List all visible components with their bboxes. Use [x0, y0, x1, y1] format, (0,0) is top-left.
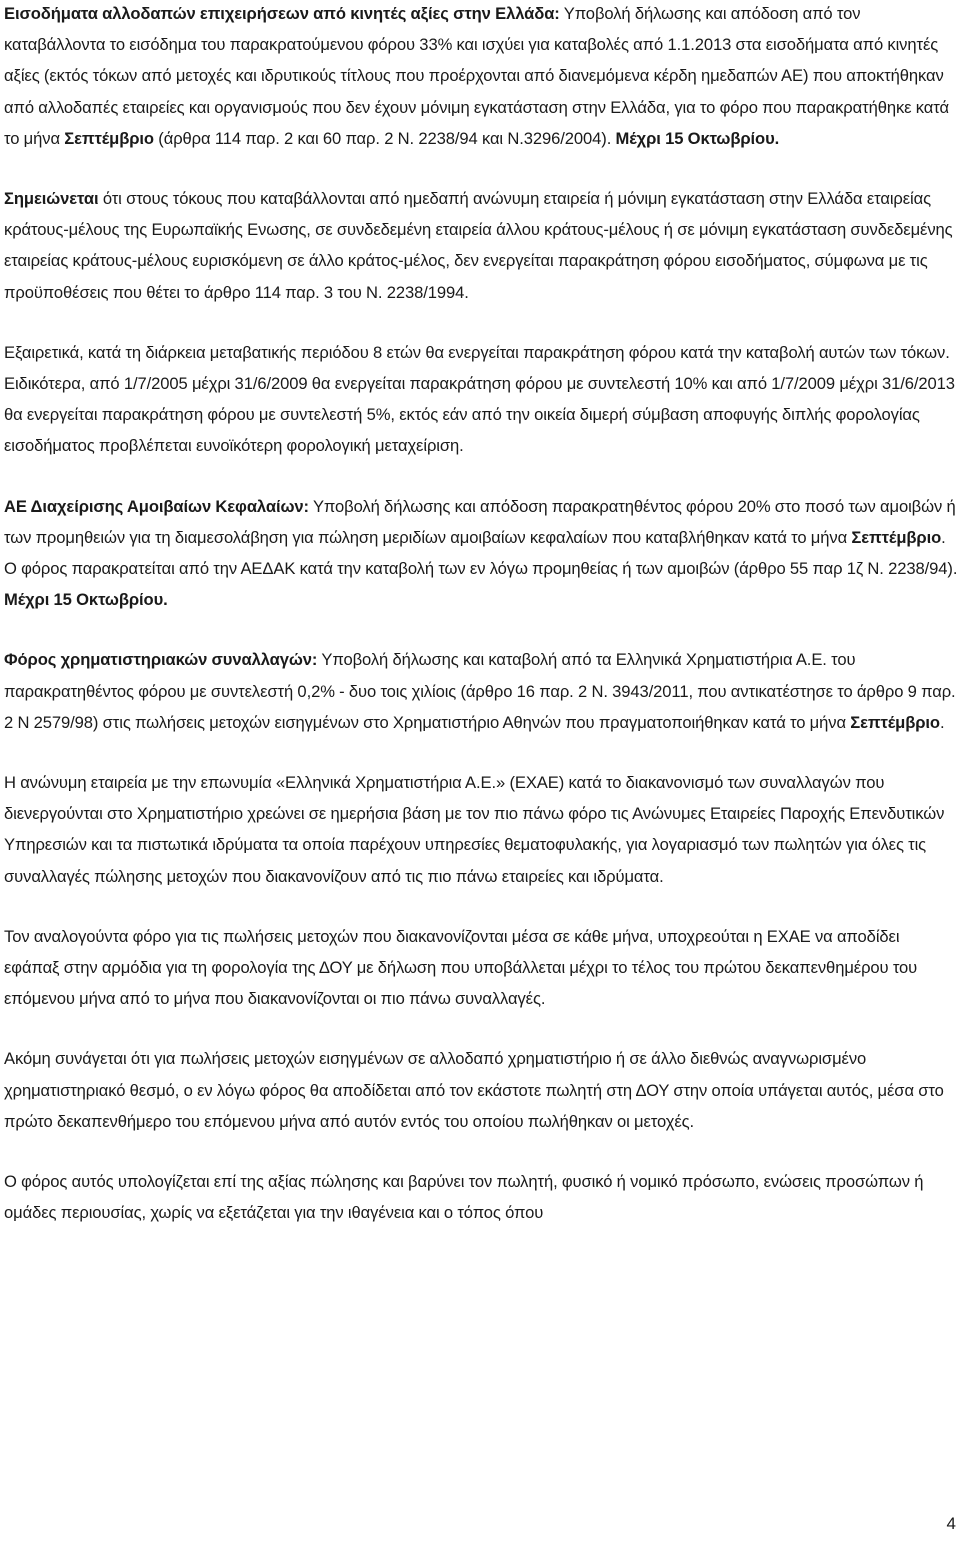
- text-segment: Υποβολή δήλωσης και απόδοση παρακρατηθέντος φόρου 20% στο ποσό των αμοιβών ή των προμηθειών για τη διαμεσολάβηση για πώληση μεριδίων αμοιβαίων κεφαλαίων που καταβλήθηκαν κατά το μήνα: [4, 496, 956, 547]
- text-segment: (άρθρα 114 παρ. 2 και 60 παρ. 2 Ν. 2238/94 και Ν.3296/2004).: [153, 128, 616, 148]
- heading-mutual-funds: ΑΕ Διαχείρισης Αμοιβαίων Κεφαλαίων:: [4, 496, 309, 516]
- text-segment: Ο φόρος αυτός υπολογίζεται επί της αξίας πώλησης και βαρύνει τον πωλητή, φυσικό ή νομικό πρόσωπο, ενώσεις προσώπων ή ομάδες περιουσίας, χωρίς να εξετάζεται για την ιθαγένεια και ο τόπος όπου: [4, 1172, 924, 1223]
- paragraph-exae-remittance: [4, 921, 958, 1015]
- paragraph-transition-period: [4, 337, 958, 462]
- deadline: Μέχρι 15 Οκτωβρίου.: [4, 590, 168, 610]
- text-segment: Υποβολή δήλωσης και απόδοση από τον καταβάλλοντα το εισόδημα του παρακρατούμενου φόρου 33% και ισχύει για καταβολές από 1.1.2013 στα εισοδήματα από κινητές αξίες (εκτός τόκων από μετοχές και ιδρυτικούς τίτλους που προέρχονται από διανεμόμενα κέρδη ημεδαπών ΑΕ) που αποκτήθηκαν από αλλοδαπές εταιρείες και οργανισμούς που δεν έχουν μόνιμη εγκατάσταση στην Ελλάδα, για το φόρο που παρακρατήθηκε κατά το μήνα: [4, 4, 949, 148]
- heading-foreign-business-income: Εισοδήματα αλλοδαπών επιχειρήσεων από κινητές αξίες στην Ελλάδα:: [4, 4, 560, 23]
- deadline: Μέχρι 15 Οκτωβρίου.: [615, 128, 780, 148]
- text-segment: Υποβολή δήλωσης και καταβολή από τα Ελληνικά Χρηματιστήρια Α.Ε. του παρακρατηθέντος φόρου με συντελεστή 0,2% - δυο τοις χιλίοις (άρθρο 16 παρ. 2 Ν. 3943/2011, που αντικατέστησε το άρθρο 9 παρ. 2 Ν 2579/98) στις πωλήσεις μετοχών εισηγμένων στο Χρηματιστήριο Αθηνών που πραγματοποιήθηκαν κατά το μήνα: [4, 650, 956, 732]
- emphasis-month: Σεπτέμβριο: [64, 128, 154, 148]
- text-segment: Εξαιρετικά, κατά τη διάρκεια μεταβατικής περιόδου 8 ετών θα ενεργείται παρακράτηση φόρου κατά την καταβολή αυτών των τόκων. Ειδικότερα, από 1/7/2005 μέχρι 31/6/2009 θα ενεργείται παρακράτηση φόρου με συντελεστή 10% και από 1/7/2009 μέχρι 31/6/2013 θα ενεργείται παρακράτηση φόρου με συντελεστή 5%, εκτός εάν από την οικεία διμερή σύμβαση αποφυγής διπλής φορολογίας εισοδήματος προβλέπεται ευνοϊκότερη φορολογική μεταχείριση.: [4, 342, 955, 456]
- note-label: Σημειώνεται: [4, 189, 99, 209]
- text-segment: Τον αναλογούντα φόρο για τις πωλήσεις μετοχών που διακανονίζονται μέσα σε κάθε μήνα, υποχρεούται η ΕΧΑΕ να αποδίδει εφάπαξ στην αρμόδια για τη φορολογία της ΔΟΥ με δήλωση που υποβάλλεται μέχρι το τέλος του πρώτου δεκαπενθημέρου του επόμενου μήνα από το μήνα που διακανονίζονται οι πιο πάνω συναλλαγές.: [4, 926, 918, 1009]
- paragraph-tax-imposed: [4, 1166, 958, 1228]
- text-segment: Ακόμη συνάγεται ότι για πωλήσεις μετοχών εισηγμένων σε αλλοδαπό χρηματιστήριο ή σε άλλο διεθνώς αναγνωρισμένο χρηματιστηριακό θεσμό, ο εν λόγω φόρος θα αποδίδεται από τον εκάστοτε πωλητή στη ΔΟΥ στην οποία υπάγεται αυτός, μέσα στο πρώτο δεκαπενθήμερο του επόμενου μήνα από αυτόν εντός του οποίου πωλήθηκαν οι μετοχές.: [4, 1049, 944, 1131]
- emphasis-month: Σεπτέμβριο: [850, 712, 940, 732]
- paragraph-exae-collection: [4, 767, 958, 892]
- paragraph-note-interest: [4, 183, 958, 308]
- emphasis-month: Σεπτέμβριο: [851, 527, 942, 547]
- text-segment: ότι στους τόκους που καταβάλλονται από ημεδαπή ανώνυμη εταιρεία ή μόνιμη εγκατάσταση στην Ελλάδα εταιρείας κράτους-μέλους της Ευρωπαϊκής Ενωσης, σε συνδεδεμένη εταιρεία άλλου κράτους-μέλους ή σε μόνιμη εγκατάσταση συνδεδεμένης εταιρείας κράτους-μέλους ευρισκόμενη σε άλλο κράτος-μέλος, δεν ενεργείται παρακράτηση φόρου εισοδήματος, σύμφωνα με τις προϋποθέσεις που θέτει το άρθρο 114 παρ. 3 του Ν. 2238/1994.: [4, 189, 953, 302]
- text-segment: . Ο φόρος παρακρατείται από την ΑΕΔΑΚ κατά την καταβολή των εν λόγω προμηθείας ή των αμοιβών (άρθρο 55 παρ 1ζ Ν. 2238/94).: [4, 527, 958, 579]
- text-segment: Η ανώνυμη εταιρεία με την επωνυμία «Ελληνικά Χρηματιστήρια Α.Ε.» (ΕΧΑΕ) κατά το διακανονισμό των συναλλαγών που διενεργούνται στο Χρηματιστήριο χρεώνει σε ημερήσια βάση με τον πιο πάνω φόρο τις Ανώνυμες Εταιρείες Παροχής Επενδυτικών Υπηρεσιών και τα πιστωτικά ιδρύματα τα οποία παρέχουν υπηρεσίες θεματοφυλακής, για λογαριασμό των πωλητών για όλες τις συναλλαγές πώλησης μετοχών που διακανονίζουν από τις πιο πάνω εταιρείες και ιδρύματα.: [4, 773, 945, 886]
- heading-stock-transactions-tax: Φόρος χρηματιστηριακών συναλλαγών:: [4, 650, 318, 670]
- paragraph-foreign-business-income: [4, 0, 958, 154]
- paragraph-mutual-funds: [4, 491, 958, 616]
- text-segment: .: [939, 712, 945, 732]
- paragraph-foreign-exchanges: [4, 1043, 958, 1137]
- document-page: [4, 0, 958, 1258]
- paragraph-stock-transactions-tax: [4, 644, 958, 738]
- page-number: 4: [946, 1514, 956, 1533]
